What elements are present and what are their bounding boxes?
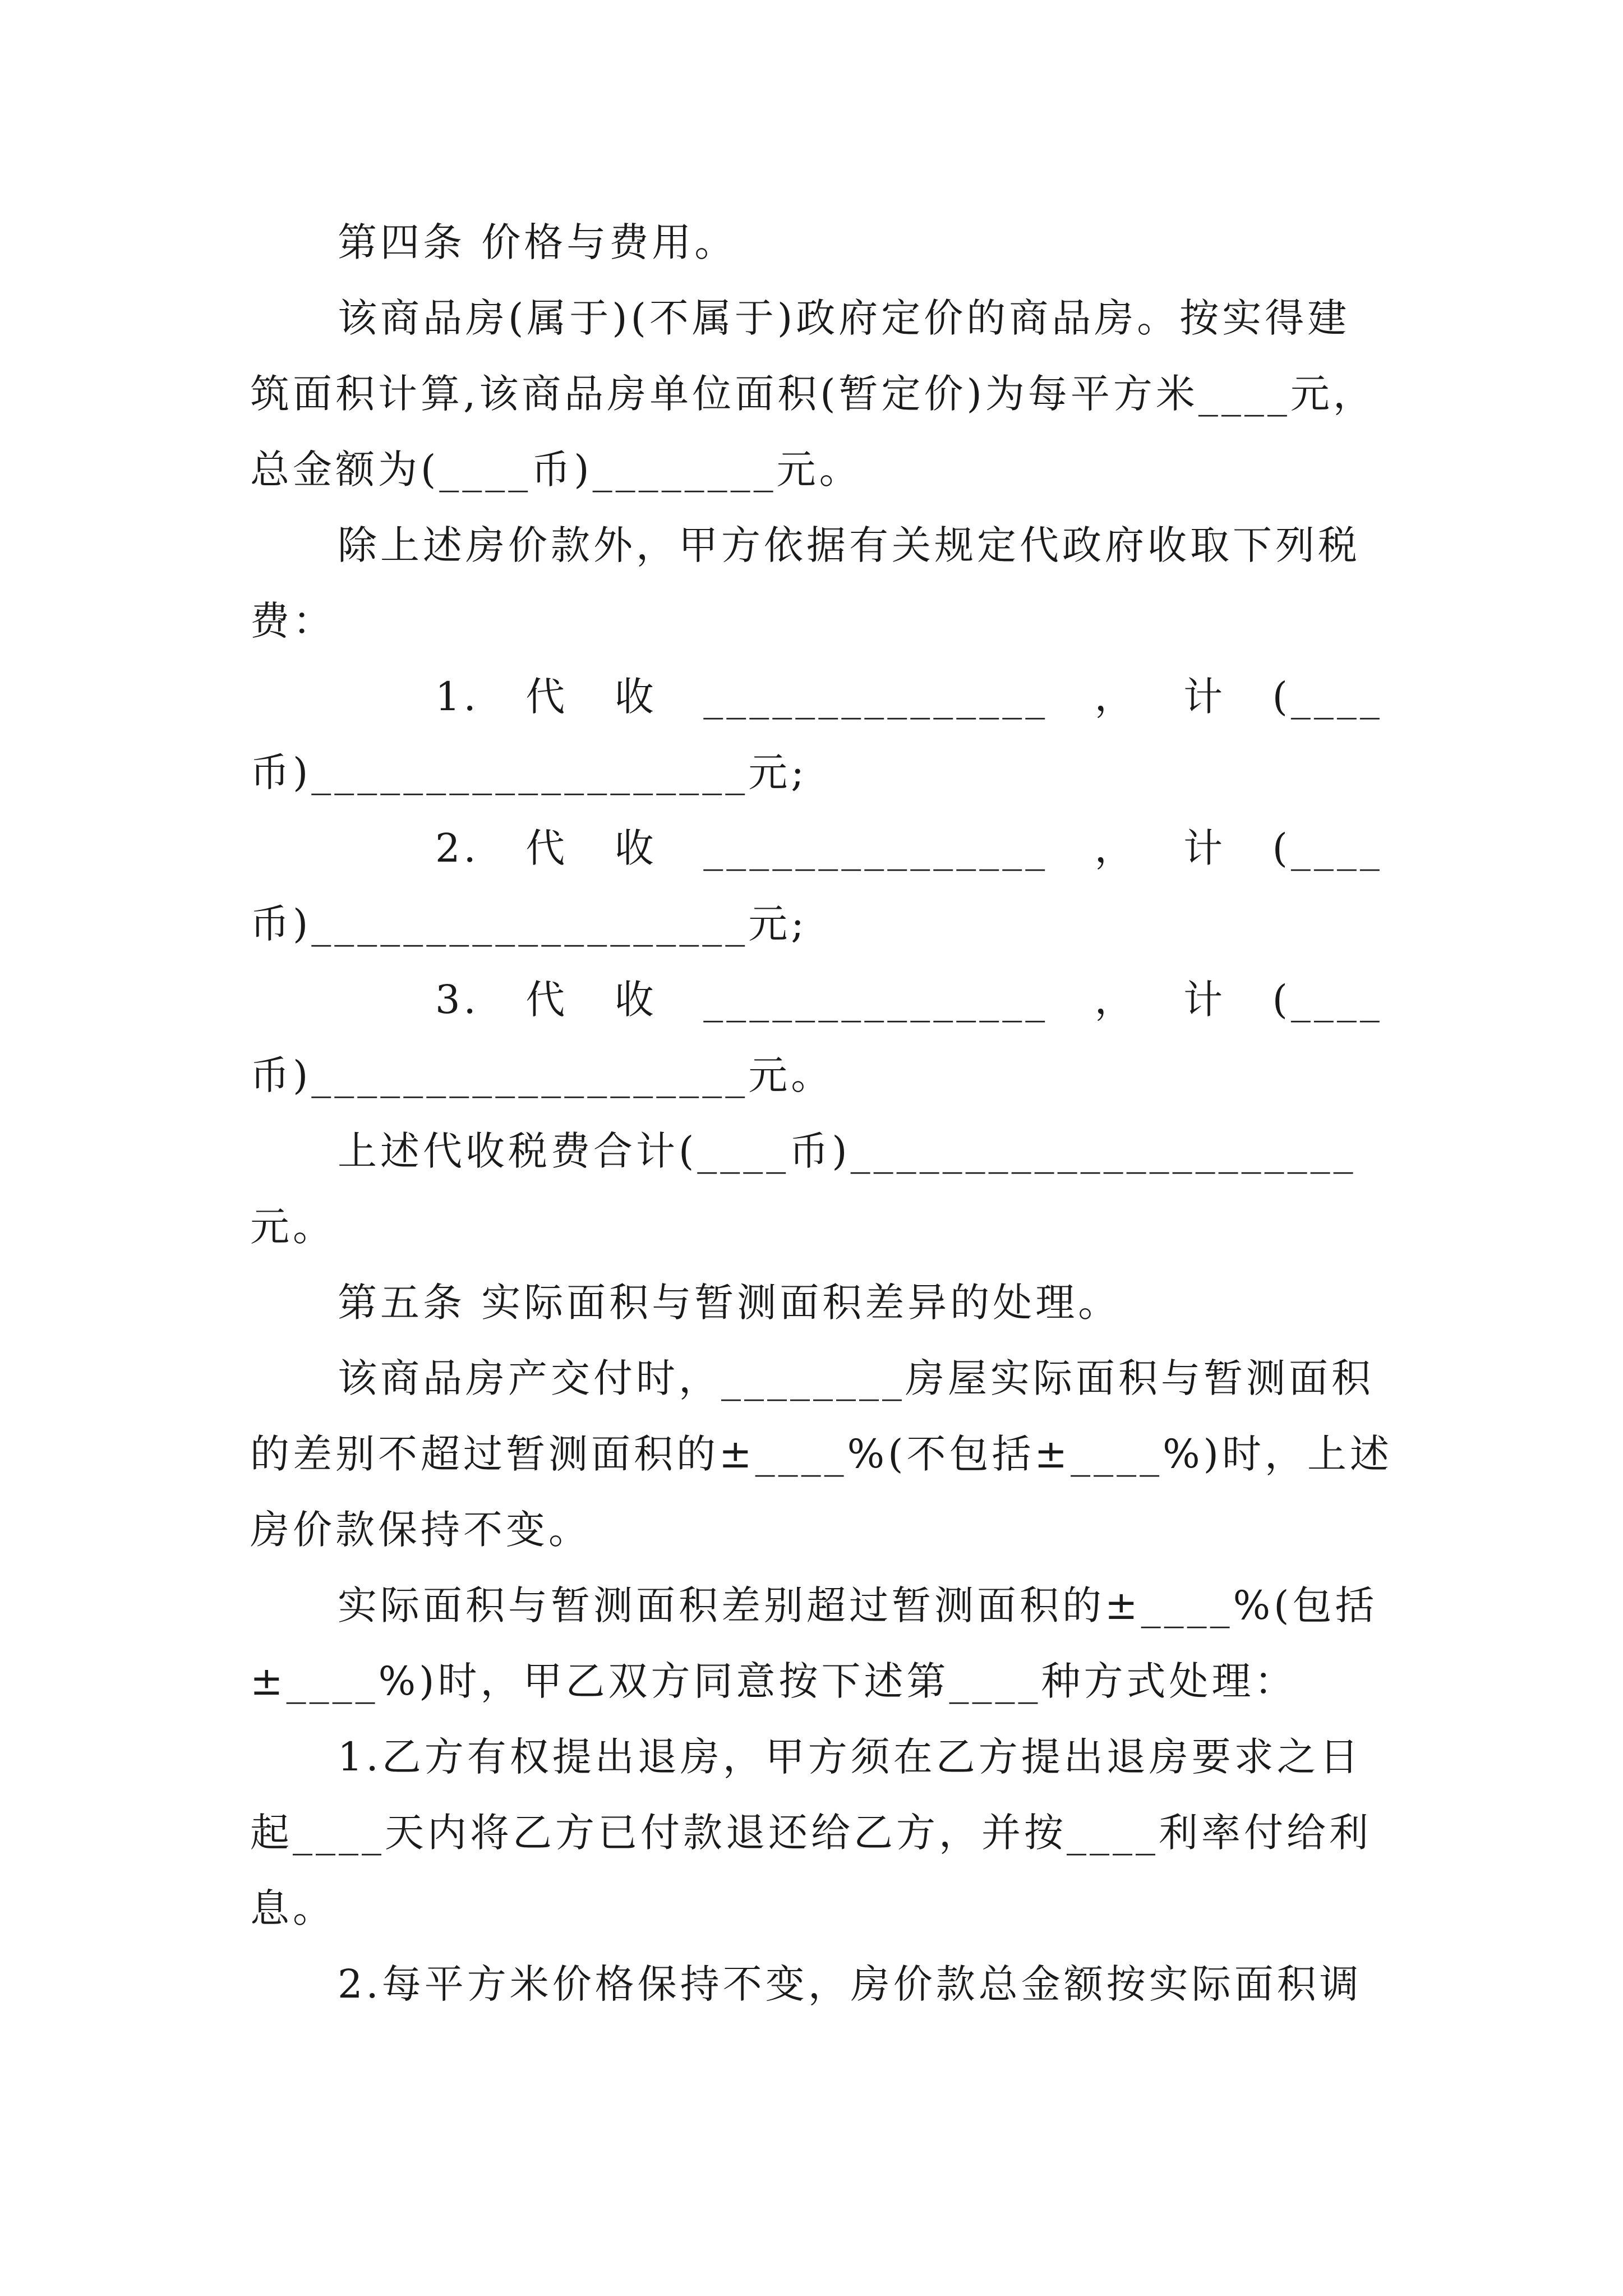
item-comma: ， xyxy=(1094,977,1137,1023)
currency-blank: (____ xyxy=(1272,674,1383,720)
paragraph-line: 息。 xyxy=(250,1885,335,1931)
paragraph-line: 除上述房价款外，甲方依据有关规定代政府收取下列税 xyxy=(338,522,1361,568)
paragraph-line: 筑面积计算,该商品房单位面积(暂定价)为每平方米____元， xyxy=(250,371,1376,417)
collection-item-2 xyxy=(435,820,1383,876)
fill-blank: _______________ xyxy=(703,674,1049,720)
paragraph-line: 起____天内将乙方已付款退还给乙方，并按____利率付给利 xyxy=(250,1810,1372,1856)
paragraph-line: 房价款保持不变。 xyxy=(250,1507,591,1553)
item-word: 代 xyxy=(525,977,569,1023)
item-word: 计 xyxy=(1183,977,1227,1023)
paragraph-line: 费： xyxy=(250,598,335,644)
paragraph-line: 1.乙方有权提出退房，甲方须在乙方提出退房要求之日 xyxy=(338,1734,1362,1780)
article-5-heading: 第五条 实际面积与暂测面积差异的处理。 xyxy=(338,1280,1121,1326)
item-comma: ， xyxy=(1094,825,1137,871)
fill-blank: _______________ xyxy=(703,825,1049,871)
item-word: 计 xyxy=(1183,825,1227,871)
article-4-heading: 第四条 价格与费用。 xyxy=(338,219,737,265)
paragraph-line: 该商品房(属于)(不属于)政府定价的商品房。按实得建 xyxy=(338,295,1350,341)
item-word: 代 xyxy=(525,674,569,720)
item-word: 收 xyxy=(614,674,657,720)
paragraph-line: 实际面积与暂测面积差别超过暂测面积的±____%(包括 xyxy=(338,1582,1378,1628)
item-number: 2. xyxy=(435,825,479,871)
paragraph-line: 元。 xyxy=(250,1204,335,1250)
item-word: 计 xyxy=(1183,674,1227,720)
paragraph-line: ±____%)时，甲乙双方同意按下述第____种方式处理： xyxy=(250,1658,1297,1704)
paragraph-line: 上述代收税费合计(____币)______________________ xyxy=(338,1128,1357,1174)
item-comma: ， xyxy=(1094,674,1137,720)
item-number: 1. xyxy=(435,674,479,720)
currency-blank: (____ xyxy=(1272,825,1383,871)
collection-item-3 xyxy=(435,972,1383,1028)
item-word: 代 xyxy=(525,825,569,871)
item-word: 收 xyxy=(614,825,657,871)
paragraph-line: 的差别不超过暂测面积的±____%(不包括±____%)时，上述 xyxy=(250,1431,1393,1477)
collection-item-1 xyxy=(435,669,1383,725)
currency-blank: (____ xyxy=(1272,977,1383,1023)
paragraph-line: 币)___________________元; xyxy=(250,749,808,795)
fill-blank: _______________ xyxy=(703,977,1049,1023)
item-word: 收 xyxy=(614,977,657,1023)
item-number: 3. xyxy=(435,977,479,1023)
paragraph-line: 币)___________________元; xyxy=(250,901,808,947)
paragraph-line: 总金额为(____币)________元。 xyxy=(250,447,862,493)
paragraph-line: 该商品房产交付时，________房屋实际面积与暂测面积 xyxy=(338,1355,1374,1401)
paragraph-line: 币)___________________元。 xyxy=(250,1052,834,1098)
paragraph-line: 2.每平方米价格保持不变，房价款总金额按实际面积调 xyxy=(338,1961,1362,2007)
